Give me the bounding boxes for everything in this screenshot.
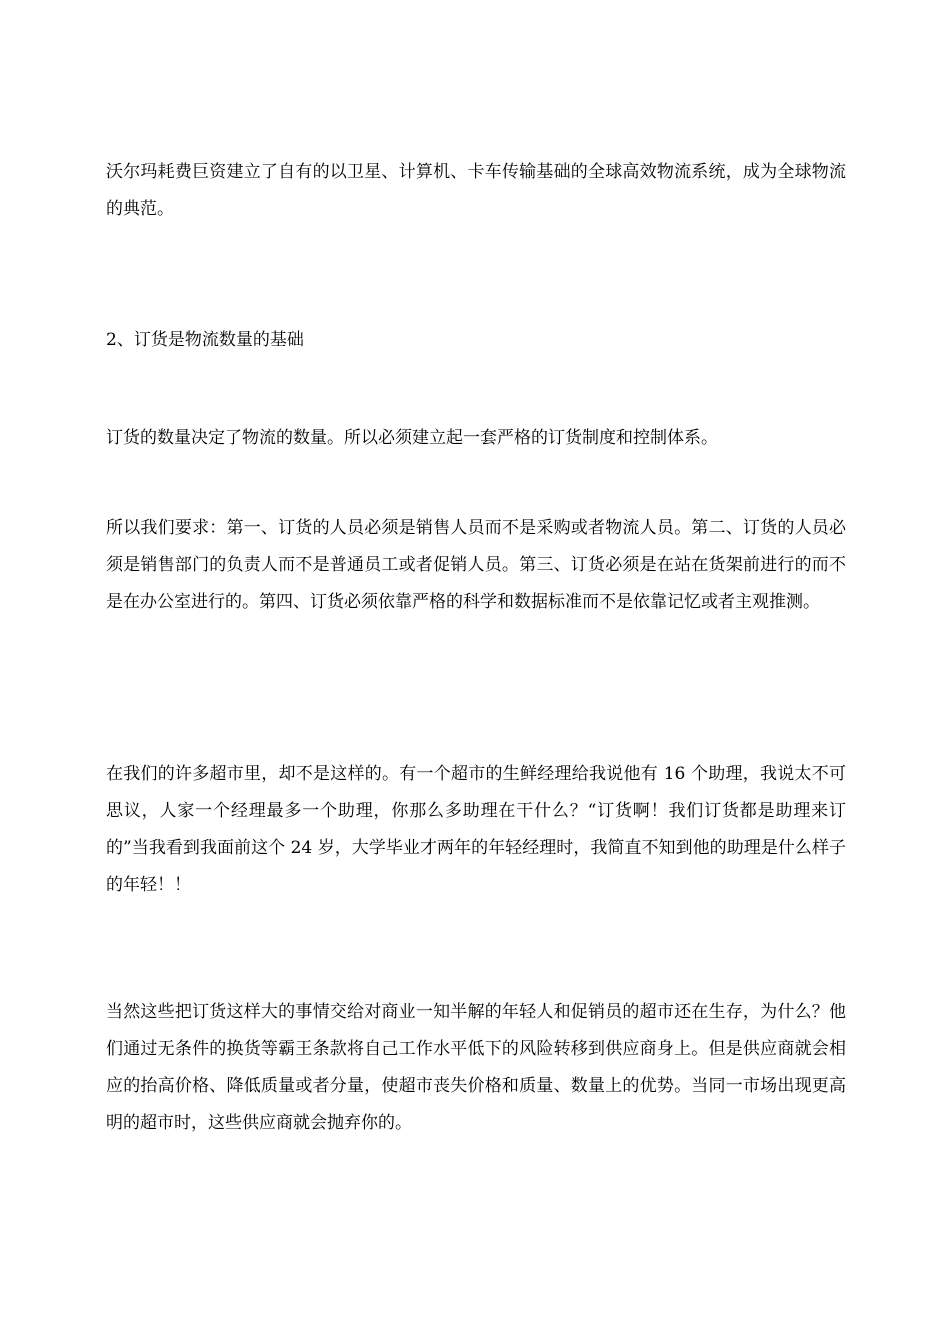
paragraph-supplier-risk: 当然这些把订货这样大的事情交给对商业一知半解的年轻人和促销员的超市还在生存，为什么？他们通过无条件的换货等霸王条款将自己工作水平低下的风险转移到供应商身上。但是供应商就会相应的抬高价格、降低质量或者分量，使超市丧失价格和质量、数量上的优势。当同一市场出现更高明的超市时，这些供应商就会抛弃你的。 [106, 1002, 846, 1133]
paragraph-walmart-logistics: 沃尔玛耗费巨资建立了自有的以卫星、计算机、卡车传输基础的全球高效物流系统，成为全球物流的典范。 [106, 162, 846, 219]
paragraph-ordering-quantity: 订货的数量决定了物流的数量。所以必须建立起一套严格的订货制度和控制体系。 [106, 428, 718, 448]
paragraph-supermarket-example: 在我们的许多超市里，却不是这样的。有一个超市的生鲜经理给我说他有 16 个助理，我说太不可思议，人家一个经理最多一个助理，你那么多助理在干什么？“订货啊！我们订货都是助理来订的”当我看到我面前这个 24 岁，大学毕业才两年的年轻经理时，我简直不知到他的助理是什么样子的年轻！！ [106, 764, 846, 895]
paragraph-ordering-requirements: 所以我们要求：第一、订货的人员必须是销售人员而不是采购或者物流人员。第二、订货的人员必须是销售部门的负责人而不是普通员工或者促销人员。第三、订货必须是在站在货架前进行的而不是在办公室进行的。第四、订货必须依靠严格的科学和数据标准而不是依靠记忆或者主观推测。 [106, 518, 846, 612]
section-heading-ordering: 2、订货是物流数量的基础 [106, 330, 304, 350]
